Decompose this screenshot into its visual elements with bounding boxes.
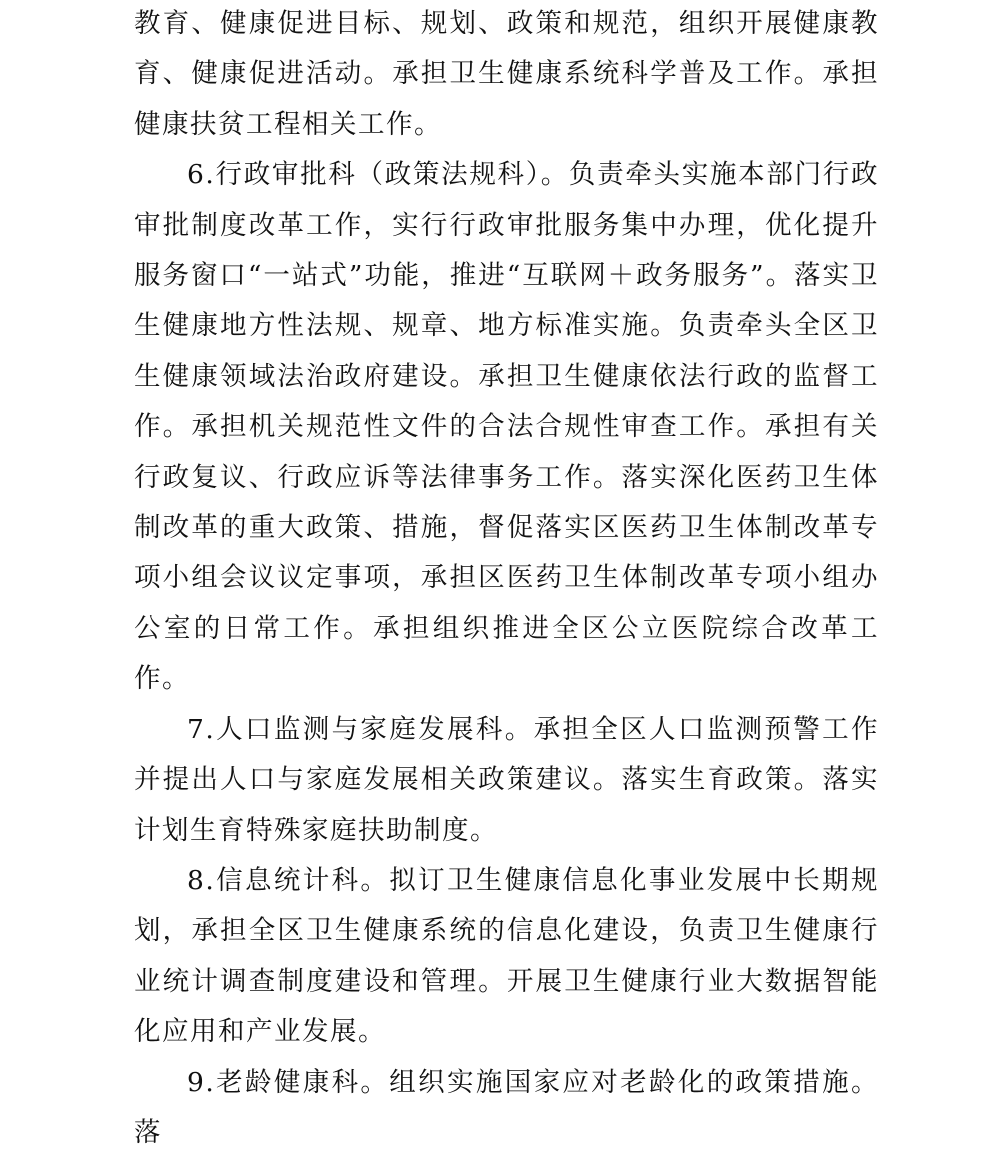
document-body [134,0,879,1158]
paragraph-administrative-approval-section: 6.行政审批科（政策法规科）。负责牵头实施本部门行政审批制度改革工作，实行行政审批服务集中办理，优化提升服务窗口“一站式”功能，推进“互联网＋政务服务”。落实卫生健康地方性法规、规章、地方标准实施。负责牵头全区卫生健康领域法治政府建设。承担卫生健康依法行政的监督工作。承担机关规范性文件的合法合规性审查工作。承担有关行政复议、行政应诉等法律事务工作。落实深化医药卫生体制改革的重大政策、措施，督促落实区医药卫生体制改革专项小组会议议定事项，承担区医药卫生体制改革专项小组办公室的日常工作。承担组织推进全区公立医院综合改革工作。 [134,159,879,695]
paragraph-population-monitoring-section: 7.人口监测与家庭发展科。承担全区人口监测预警工作并提出人口与家庭发展相关政策建议。落实生育政策。落实计划生育特殊家庭扶助制度。 [134,713,879,846]
paragraph-elderly-health-section: 9.老龄健康科。组织实施国家应对老龄化的政策措施。落 [134,1066,879,1148]
paragraph-information-statistics-section: 8.信息统计科。拟订卫生健康信息化事业发展中长期规划，承担全区卫生健康系统的信息化建设，负责卫生健康行业统计调查制度建设和管理。开展卫生健康行业大数据智能化应用和产业发展。 [134,864,879,1048]
paragraph-health-education-continued: 教育、健康促进目标、规划、政策和规范，组织开展健康教育、健康促进活动。承担卫生健康系统科学普及工作。承担健康扶贫工程相关工作。 [134,8,879,140]
